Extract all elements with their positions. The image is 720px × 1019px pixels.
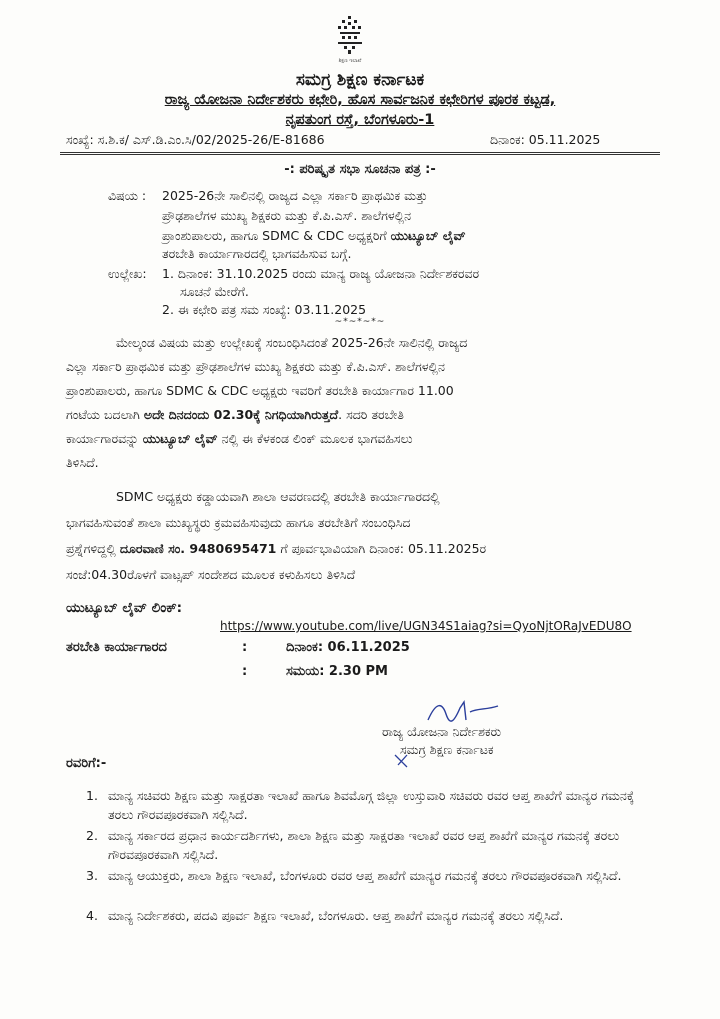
copy-text: ಮಾನ್ಯ ನಿರ್ದೇಶಕರು, ಪದವಿ ಪೂರ್ವ ಶಿಕ್ಷಣ ಇಲಾಖೆ, ಬೆಂಗಳೂರು. ಆಪ್ತ ಶಾಖೆಗೆ ಮಾನ್ಯರ ಗಮನಕ್ಕೆ ತರಲು ಸಲ್ಲಿಸಿದೆ. — [108, 908, 564, 923]
body-text: ಗಂಟೆಯ ಬದಲಾಗಿ — [66, 407, 140, 422]
copy-item — [86, 826, 656, 866]
youtube-link-label: ಯುಟ್ಯೂಬ್ ಲೈವ್ ಲಿಂಕ್: — [66, 600, 183, 616]
header-divider — [60, 152, 660, 153]
separator: ~*~*~*~ — [334, 317, 386, 327]
office-address: ನೃಪತುಂಗ ರಸ್ತೆ, ಬೆಂಗಳೂರು-1 — [285, 112, 435, 128]
body-line: ಪ್ರಾಂಶುಪಾಲರು, ಹಾಗೂ SDMC & CDC ಅಧ್ಯಕ್ಷರು ಇವರಿಗೆ ತರಬೇತಿ ಕಾರ್ಯಾಗಾರ 11.00 — [66, 383, 454, 398]
body-text: . ಸದರಿ ತರಬೇತಿ — [338, 407, 404, 422]
body-text: ಗೆ ಪೂರ್ವಭಾವಿಯಾಗಿ ದಿನಾಂಕ: 05.11.2025ರ — [280, 541, 487, 556]
body-line: ಎಲ್ಲಾ ಸರ್ಕಾರಿ ಪ್ರಾಥಮಿಕ ಮತ್ತು ಪ್ರೌಢಶಾಲೆಗಳ ಮುಖ್ಯ ಶಿಕ್ಷಕರು ಮತ್ತು ಕೆ.ಪಿ.ಎಸ್. ಶಾಲೆಗಳಲ್ಲಿನ — [66, 359, 445, 374]
body-line: SDMC ಅಧ್ಯಕ್ಷರು ಕಡ್ಡಾಯವಾಗಿ ಶಾಲಾ ಆವರಣದಲ್ಲಿ ತರಬೇತಿ ಕಾರ್ಯಾಗಾರದಲ್ಲಿ — [116, 489, 440, 504]
subject-line — [162, 228, 466, 244]
copy-text: ಮಾನ್ಯ ಸಚಿವರು ಶಿಕ್ಷಣ ಮತ್ತು ಸಾಕ್ಷರತಾ ಇಲಾಖೆ ಹಾಗೂ ಶಿವಮೊಗ್ಗ ಜಿಲ್ಲಾ ಉಸ್ತುವಾರಿ ಸಚಿವರು ರವರ ಆಪ್ತ ಶಾಖೆಗೆ ಮಾನ್ಯರ ಗಮನಕ್ಕೆ ತರಲು ಗೌರವಪೂರಕವಾಗಿ ಸಲ್ಲಿಸಿದೆ. — [108, 788, 635, 822]
subject-line: ಪ್ರೌಢಶಾಲೆಗಳ ಮುಖ್ಯ ಶಿಕ್ಷಕರು ಮತ್ತು ಕೆ.ಪಿ.ಎಸ್. ಶಾಲೆಗಳಲ್ಲಿನ — [162, 208, 412, 223]
rescheduled-time: ಅದೇ ದಿನದಂದು 02.30ಕ್ಕೆ ನಿಗಧಿಯಾಗಿರುತ್ತದೆ — [143, 407, 339, 422]
references-label: ಉಲ್ಲೇಖ: — [108, 266, 147, 281]
notice-title: -: ಪರಿಷ್ಕೃತ ಸಭಾ ಸೂಚನಾ ಪತ್ರ :- — [284, 162, 436, 177]
copy-number: 2. — [86, 828, 98, 843]
copies-heading: ರವರಿಗೆ:- — [66, 756, 107, 771]
body-line: ಭಾಗವಹಿಸುವಂತೆ ಶಾಲಾ ಮುಖ್ಯಸ್ಥರು ಕ್ರಮವಹಿಸುವುದು ಹಾಗೂ ತರಬೇತಿಗೆ ಸಂಬಂಧಿಸಿದ — [66, 515, 411, 530]
reference-item: ಸೂಚನೆ ಮೇರೆಗೆ. — [180, 284, 249, 299]
body-line — [66, 404, 404, 425]
workshop-time: ಸಮಯ: 2.30 PM — [286, 664, 388, 679]
initial-mark-icon — [392, 752, 410, 770]
youtube-live-link[interactable]: https://www.youtube.com/live/UGN34S1aiag?si=QyoNjtORaJvEDU8O — [220, 619, 632, 633]
copy-number: 1. — [86, 788, 98, 803]
body-line: ಸಂಜೆ:04.30ರೊಳಗೆ ವಾಟ್ಸಪ್ ಸಂದೇಶದ ಮೂಲಕ ಕಳುಹಿಸಲು ತಿಳಿಸಿದೆ — [66, 567, 356, 582]
header-divider-2 — [60, 154, 660, 155]
body-line — [66, 538, 486, 559]
colon: : — [242, 664, 248, 679]
workshop-date: ದಿನಾಂಕ: 06.11.2025 — [286, 640, 410, 655]
colon: : — [242, 640, 248, 655]
youtube-live-emphasis: ಯುಟ್ಯೂಬ್ ಲೈವ್ — [142, 431, 218, 446]
body-text: ಪ್ರಶ್ನೆಗಳಿದ್ದಲ್ಲಿ — [66, 541, 116, 556]
reference-item: 1. ದಿನಾಂಕ: 31.10.2025 ರಂದು ಮಾನ್ಯ ರಾಜ್ಯ ಯೋಜನಾ ನಿರ್ದೇಶಕರವರ — [162, 266, 480, 281]
reference-item: 2. ಈ ಕಛೇರಿ ಪತ್ರ ಸಮ ಸಂಖ್ಯೆ: 03.11.2025 — [162, 302, 367, 317]
subject-youtube-live: ಯುಟ್ಯೂಬ್ ಲೈವ್ — [390, 228, 466, 243]
body-line: ತಿಳಿಸಿದೆ. — [66, 455, 99, 470]
body-line — [66, 428, 413, 449]
org-title: ಸಮಗ್ರ ಶಿಕ್ಷಣ ಕರ್ನಾಟಕ — [295, 70, 425, 90]
subject-line: 2025-26ನೇ ಸಾಲಿನಲ್ಲಿ ರಾಜ್ಯದ ಎಲ್ಲಾ ಸರ್ಕಾರಿ ಪ್ರಾಥಮಿಕ ಮತ್ತು — [162, 188, 428, 203]
body-text: ಕಾರ್ಯಾಗಾರವನ್ನು — [66, 431, 139, 446]
copy-number: 4. — [86, 908, 98, 923]
phone-number: ದೂರವಾಣಿ ಸಂ. 9480695471 — [119, 541, 277, 556]
copy-text: ಮಾನ್ಯ ಸರ್ಕಾರದ ಪ್ರಧಾನ ಕಾರ್ಯದರ್ಶಿಗಳು, ಶಾಲಾ ಶಿಕ್ಷಣ ಮತ್ತು ಸಾಕ್ಷರತಾ ಇಲಾಖೆ ರವರ ಆಪ್ತ ಶಾಖೆಗೆ ಮಾನ್ಯರ ಗಮನಕ್ಕೆ ತರಲು ಗೌರವಪೂರಕವಾಗಿ ಸಲ್ಲಿಸಿದೆ. — [108, 828, 620, 862]
copy-item — [86, 906, 656, 946]
reference-number: ಸಂಖ್ಯೆ: ಸ.ಶಿ.ಕ/ ಎಸ್.ಡಿ.ಎಂ.ಸಿ/02/2025-26/E-81686 — [66, 132, 325, 147]
signature-icon — [424, 698, 504, 726]
signatory-title: ರಾಜ್ಯ ಯೋಜನಾ ನಿರ್ದೇಶಕರು — [382, 724, 502, 739]
signatory-org: ಸಮಗ್ರ ಶಿಕ್ಷಣ ಕರ್ನಾಟಕ — [400, 742, 494, 757]
subject-label: ವಿಷಯ : — [108, 188, 147, 203]
subject-line-text: ಪ್ರಾಂಶುಪಾಲರು, ಹಾಗೂ SDMC & CDC ಅಧ್ಯಕ್ಷರಿಗೆ — [162, 228, 387, 243]
copy-text: ಮಾನ್ಯ ಆಯುಕ್ತರು, ಶಾಲಾ ಶಿಕ್ಷಣ ಇಲಾಖೆ, ಬೆಂಗಳೂರು ರವರ ಆಪ್ತ ಶಾಖೆಗೆ ಮಾನ್ಯರ ಗಮನಕ್ಕೆ ತರಲು ಗೌರವಪೂರಕವಾಗಿ ಸಲ್ಲಿಸಿದೆ. — [108, 868, 622, 883]
logo-caption: ಶಿಕ್ಷಣ ಇಲಾಖೆ — [338, 58, 362, 64]
copy-number: 3. — [86, 868, 98, 883]
subject-line: ತರಬೇತಿ ಕಾರ್ಯಾಗಾರದಲ್ಲಿ ಭಾಗವಹಿಸುವ ಬಗ್ಗೆ. — [162, 246, 352, 261]
letter-date: ದಿನಾಂಕ: 05.11.2025 — [490, 132, 601, 147]
copy-item — [86, 866, 656, 906]
body-text: ನಲ್ಲಿ ಈ ಕೆಳಕಂಡ ಲಿಂಕ್ ಮೂಲಕ ಭಾಗವಹಿಸಲು — [221, 431, 413, 446]
workshop-label: ತರಬೇತಿ ಕಾರ್ಯಾಗಾರದ — [66, 640, 167, 655]
office-name: ರಾಜ್ಯ ಯೋಜನಾ ನಿರ್ದೇಶಕರು ಕಛೇರಿ, ಹೊಸ ಸಾರ್ವಜನಿಕ ಕಛೇರಿಗಳ ಪೂರಕ ಕಟ್ಟಡ, — [164, 92, 556, 108]
body-line: ಮೇಲ್ಕಂಡ ವಿಷಯ ಮತ್ತು ಉಲ್ಲೇಖಕ್ಕೆ ಸಂಬಂಧಿಸಿದಂತೆ 2025-26ನೇ ಸಾಲಿನಲ್ಲಿ ರಾಜ್ಯದ — [116, 335, 468, 350]
copy-item — [86, 786, 656, 826]
